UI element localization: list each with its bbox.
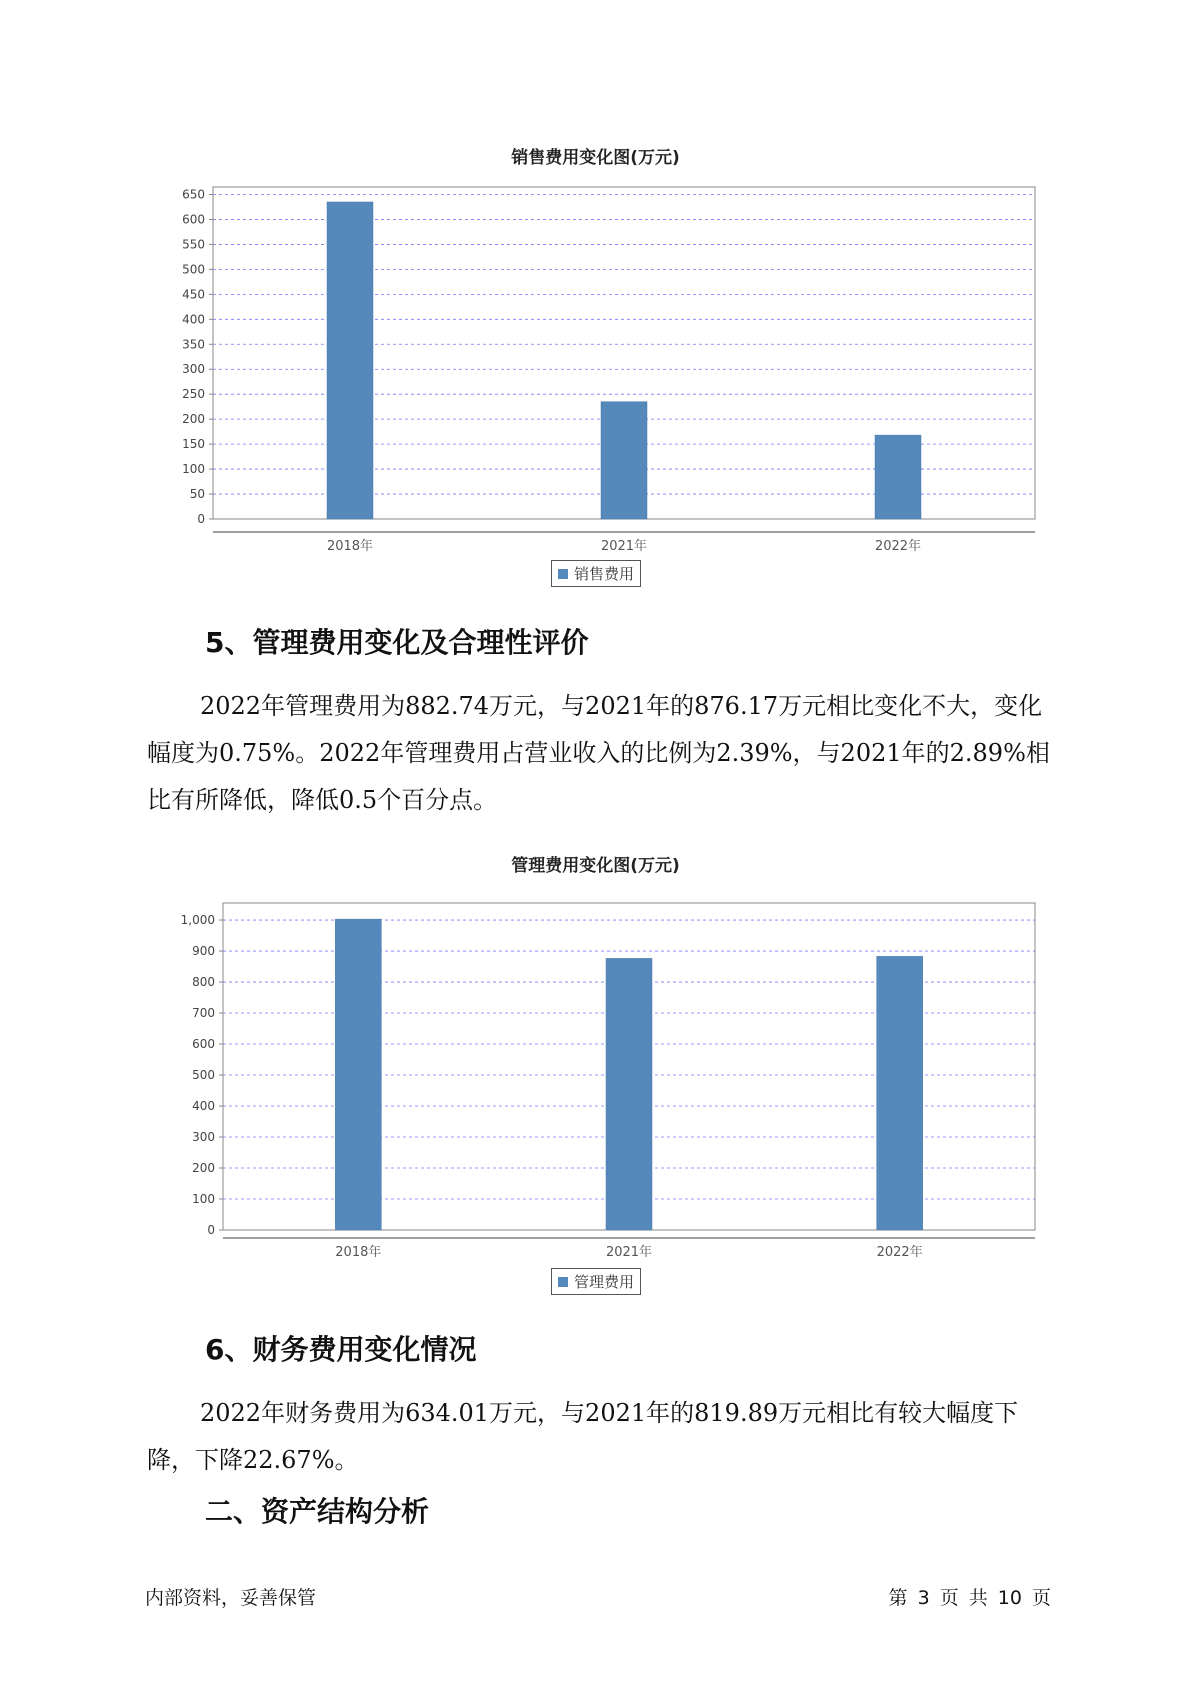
bar-2022年 <box>875 435 921 519</box>
section5-text: 2022年管理费用为882.74万元，与2021年的876.17万元相比变化不大，变化幅度为0.75%。2022年管理费用占营业收入的比例为2.39%，与2021年的2.89%相比有所降低，降低0.5个百分点。 <box>147 692 1050 814</box>
y-tick-label: 100 <box>192 1192 215 1207</box>
bar-2021年 <box>606 958 652 1230</box>
y-tick-label: 1,000 <box>180 913 215 928</box>
y-tick-label: 400 <box>192 1099 215 1114</box>
y-tick-label: 150 <box>182 437 205 452</box>
bar-2018年 <box>327 202 373 519</box>
y-tick-label: 450 <box>182 287 205 302</box>
footer-confidential: 内部资料，妥善保管 <box>145 1587 317 1609</box>
chart2-title: 管理费用变化图(万元) <box>511 856 680 876</box>
admin-expense-chart <box>0 880 1191 1300</box>
y-tick-label: 500 <box>192 1068 215 1083</box>
chart1-legend <box>551 560 641 587</box>
y-tick-label: 50 <box>189 487 205 502</box>
x-tick-label: 2021年 <box>605 1245 653 1260</box>
legend-swatch <box>558 1277 568 1287</box>
section6-text: 2022年财务费用为634.01万元，与2021年的819.89万元相比有较大幅度下降，下降22.67%。 <box>147 1399 1019 1474</box>
y-tick-label: 600 <box>192 1037 215 1052</box>
y-tick-label: 300 <box>182 362 205 377</box>
y-tick-label: 700 <box>192 1006 215 1021</box>
bar-2018年 <box>335 919 381 1230</box>
y-tick-label: 200 <box>192 1161 215 1176</box>
y-tick-label: 300 <box>192 1130 215 1145</box>
chart2-legend-label: 管理费用 <box>574 1273 635 1291</box>
footer-page-number: 第 3 页 共 10 页 <box>888 1587 1051 1609</box>
y-tick-label: 500 <box>182 262 205 277</box>
section6-paragraph <box>147 1390 1057 1484</box>
y-tick-label: 0 <box>207 1223 215 1237</box>
x-tick-label: 2022年 <box>874 539 922 554</box>
chart1-legend-label: 销售费用 <box>574 565 635 583</box>
section6-heading: 6、财务费用变化情况 <box>205 1333 477 1366</box>
section5-heading: 5、管理费用变化及合理性评价 <box>205 626 589 659</box>
x-tick-label: 2018年 <box>335 1245 382 1260</box>
x-tick-label: 2022年 <box>876 1245 923 1260</box>
asset-structure-heading: 二、资产结构分析 <box>205 1495 430 1528</box>
y-tick-label: 250 <box>182 387 205 402</box>
x-tick-label: 2018年 <box>326 539 374 554</box>
legend-swatch <box>558 569 568 579</box>
y-tick-label: 350 <box>182 337 205 352</box>
y-tick-label: 800 <box>192 975 215 990</box>
y-tick-label: 100 <box>182 462 205 477</box>
y-tick-label: 0 <box>197 512 205 526</box>
chart2-legend <box>551 1268 641 1295</box>
y-tick-label: 400 <box>182 312 205 327</box>
bar-2022年 <box>877 956 923 1230</box>
y-tick-label: 550 <box>182 237 205 252</box>
y-tick-label: 200 <box>182 412 205 427</box>
sales-expense-chart <box>0 170 1191 590</box>
x-tick-label: 2021年 <box>600 539 648 554</box>
chart1-title: 销售费用变化图(万元) <box>511 148 680 168</box>
y-tick-label: 900 <box>192 944 215 959</box>
section5-paragraph <box>147 683 1057 824</box>
y-tick-label: 600 <box>182 212 205 227</box>
y-tick-label: 650 <box>182 187 205 202</box>
bar-2021年 <box>601 402 647 519</box>
